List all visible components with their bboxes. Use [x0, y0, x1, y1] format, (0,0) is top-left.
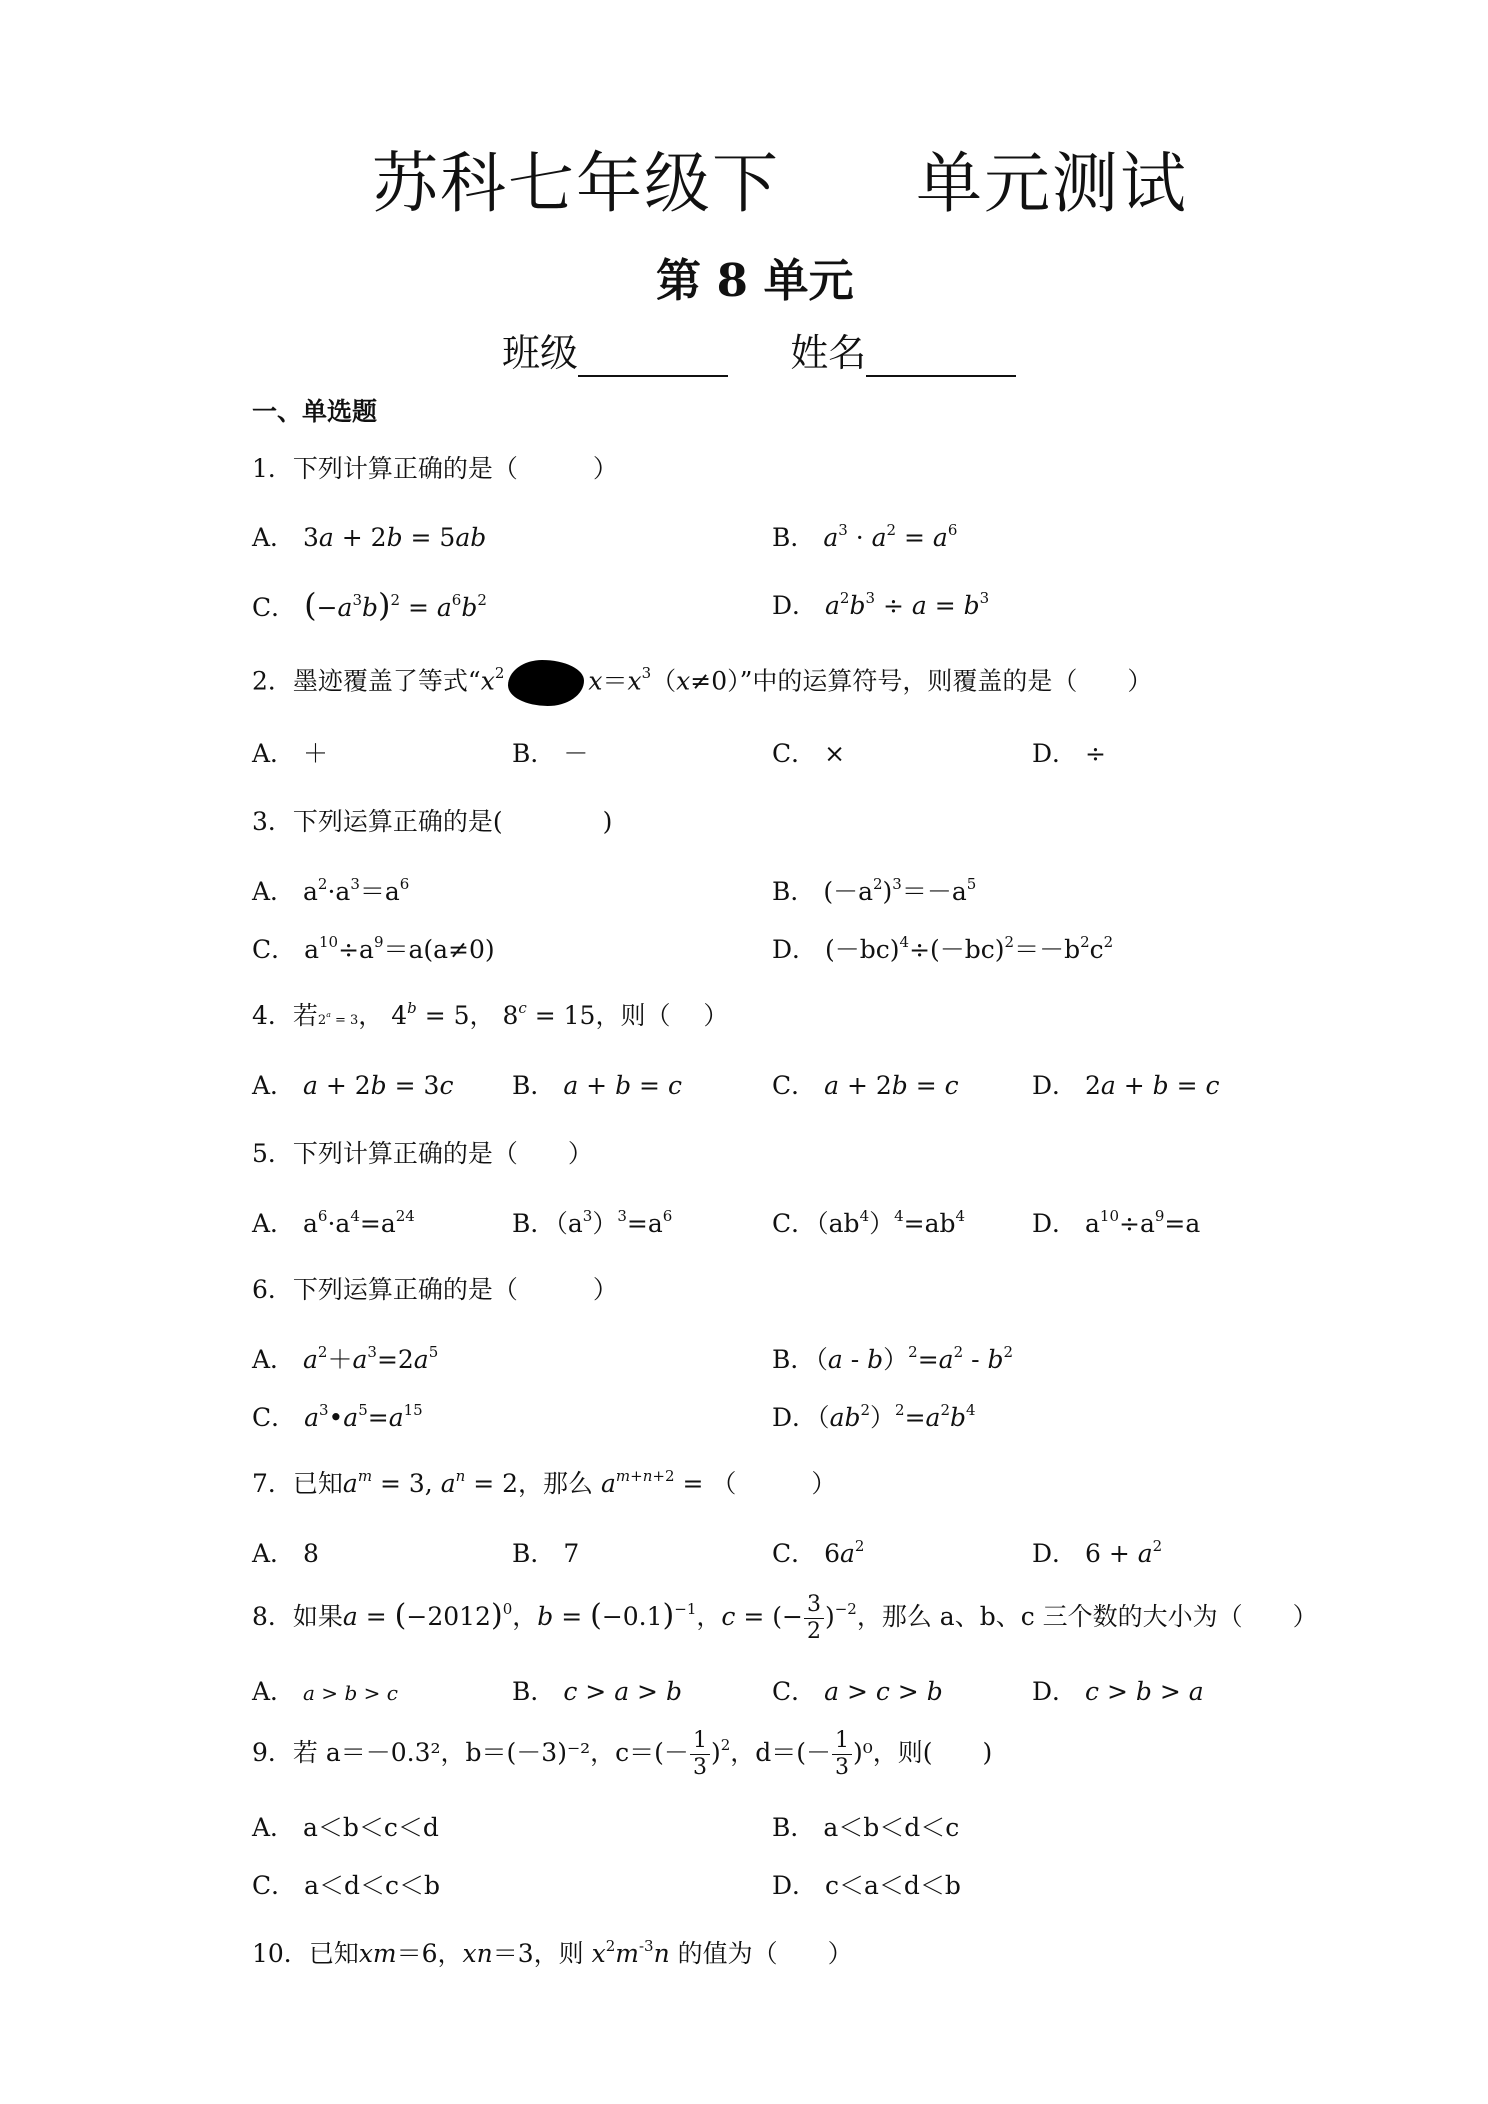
q1-option-b[interactable]: B． $a^3 \cdot a^2 = a^6$: [772, 520, 958, 552]
q3-option-a[interactable]: A． $a^2\cdot a^3=a^6$: [252, 874, 410, 906]
q8-option-b[interactable]: B． c > a > b: [512, 1677, 682, 1706]
option-label: D．: [1032, 1539, 1078, 1568]
q1-option-a[interactable]: A． 3a + 2b = 5ab: [252, 523, 487, 552]
option-label: D．: [772, 1403, 818, 1432]
option-label: D．: [772, 935, 818, 964]
q5-option-b[interactable]: B．$(a^3)^3=a^6$: [512, 1206, 673, 1238]
q-number: 6．: [252, 1275, 293, 1304]
question-1: [252, 449, 618, 485]
fraction-1-3: $\frac{1}{3}$: [832, 1730, 852, 1779]
q1-option-d[interactable]: D． $a^2b^3 \div a = b^3$: [772, 588, 990, 620]
option-label: B．: [772, 1345, 816, 1374]
q7-option-c[interactable]: C． $6a^2$: [772, 1536, 865, 1568]
option-value: a＜b＜c＜d: [303, 1813, 439, 1842]
option-label: C．: [772, 1071, 817, 1100]
question-2: 2．墨迹覆盖了等式“$x^2$ $x=x^3(x\ne 0)$”中的运算符号，则覆盖的是（ ）: [252, 660, 1152, 706]
name-blank[interactable]: [866, 339, 1016, 377]
option-label: B．: [772, 877, 816, 906]
q-text-pre: 已知: [308, 1939, 359, 1968]
q-text: 下列计算正确的是（ ）: [292, 1139, 593, 1168]
q6-option-c[interactable]: C． $a^3•a^5=a^{15}$: [252, 1400, 423, 1432]
option-label: A．: [252, 877, 296, 906]
option-label: A．: [252, 1677, 296, 1706]
option-label: C．: [252, 935, 297, 964]
q8-option-c[interactable]: C． a > c > b: [772, 1677, 943, 1706]
question-9: 9．若 a＝－0.3²，b＝(－3)⁻²，c＝(－ $\frac{1}{3}$ )$^2$，d＝(－ $\frac{1}{3}$ )⁰，则( ): [252, 1728, 993, 1780]
fraction-3-2: $\frac{3}{2}$: [804, 1594, 824, 1643]
q6-option-d[interactable]: D．$(ab^2)^2=a^2b^4$: [772, 1400, 976, 1432]
ink-blot: [508, 660, 584, 706]
option-label: D．: [1032, 1677, 1078, 1706]
q6-option-b[interactable]: B．$(a - b)^2=a^2 - b^2$: [772, 1342, 1014, 1374]
question-4: 4．若$2^a = 3$， $4^b = 5$， $8^c = 15$，则（ ）: [252, 998, 729, 1030]
option-value: ÷: [1085, 739, 1106, 768]
option-label: D．: [1032, 739, 1078, 768]
q-text-post: ，那么 a、b、c 三个数的大小为（ ）: [856, 1602, 1318, 1631]
q5-option-a[interactable]: A． $a^6\cdot a^4=a^{24}$: [252, 1206, 415, 1238]
class-name-line: [502, 322, 1016, 377]
q-text-pre: 已知: [292, 1469, 343, 1498]
q-number: 1．: [252, 454, 293, 483]
q-text-post: ，则（ ）: [595, 1001, 729, 1030]
option-label: D．: [772, 1871, 818, 1900]
fraction-1-3: $\frac{1}{3}$: [690, 1730, 710, 1779]
q3-option-d[interactable]: D． $(-bc)^4\div(-bc)^2=-b^2c^2$: [772, 932, 1114, 964]
q-text: 下列运算正确的是( ): [292, 807, 613, 836]
option-label: A．: [252, 1071, 296, 1100]
q-text-post: （ ）: [711, 1469, 837, 1498]
q-number: 3．: [252, 807, 293, 836]
option-value: a＜d＜c＜b: [304, 1871, 441, 1900]
q3-option-b[interactable]: B． $(-a^2)^3=-a^5$: [772, 874, 977, 906]
question-3: [252, 802, 612, 838]
option-label: C．: [252, 1871, 297, 1900]
q7-option-b[interactable]: [512, 1534, 579, 1570]
q-text-pre: 如果: [292, 1602, 343, 1631]
q2-option-c[interactable]: [772, 734, 845, 770]
q-text: 下列运算正确的是（ ）: [292, 1275, 618, 1304]
option-label: B．: [512, 739, 556, 768]
q4-option-d[interactable]: D． 2a + b = c: [1032, 1071, 1220, 1100]
option-label: C．: [772, 739, 817, 768]
q-number: 2．: [252, 666, 293, 696]
q7-option-d[interactable]: D． $6 + a^2$: [1032, 1536, 1163, 1568]
option-label: C．: [772, 1677, 817, 1706]
q3-option-c[interactable]: C． $a^{10}\div a^9=a(a\ne 0)$: [252, 932, 495, 964]
q-text-pre: 若 a＝－0.3²，b＝(－3)⁻²，c＝(－: [292, 1738, 689, 1767]
q4-option-a[interactable]: A． a + 2b = 3c: [252, 1071, 454, 1100]
question-7: 7．已知$a^m = 3$, $a^n = 2$，那么 $a^{m+n+2}$ = （ ）: [252, 1466, 837, 1498]
question-8: 8．如果$a = (-2012)^0$，$b = (-0.1)^{-1}$，c = (− $\frac{3}{2}$ )$^{-2}$，那么 a、b、c 三个数的大小为（ ）: [252, 1592, 1318, 1644]
option-label: C．: [252, 593, 297, 622]
class-label: 班级: [502, 331, 579, 375]
option-label: C．: [772, 1209, 817, 1238]
q-number: 8．: [252, 1602, 293, 1631]
q-number: 7．: [252, 1469, 293, 1498]
q9-option-a[interactable]: [252, 1808, 439, 1844]
option-label: A．: [252, 1209, 296, 1238]
option-label: C．: [772, 1539, 817, 1568]
option-label: D．: [1032, 1209, 1078, 1238]
option-label: B．: [512, 1539, 556, 1568]
option-value: a＜b＜d＜c: [823, 1813, 960, 1842]
q-number: 10．: [252, 1939, 309, 1968]
name-label: 姓名: [790, 331, 867, 375]
option-value: ＋: [303, 739, 329, 768]
option-label: B．: [772, 1813, 816, 1842]
option-label: B．: [772, 523, 816, 552]
option-label: A．: [252, 739, 296, 768]
option-label: D．: [1032, 1071, 1078, 1100]
q4-option-c[interactable]: C． a + 2b = c: [772, 1071, 959, 1100]
unit-subtitle: 第 8 单元: [656, 254, 854, 307]
option-value: 8: [303, 1539, 319, 1568]
question-10: 10．已知xm＝6，xn＝3，则 $x^2m^{-3}n$ 的值为（ ）: [252, 1936, 853, 1968]
option-value: 7: [563, 1539, 580, 1568]
q1-option-c[interactable]: C． $(-a^3b)^2 = a^6b^2$: [252, 586, 487, 624]
section-heading: 一、单选题: [252, 397, 378, 426]
class-blank[interactable]: [578, 339, 728, 377]
q-text-pre: 墨迹覆盖了等式“: [292, 666, 481, 696]
option-label: A．: [252, 1539, 296, 1568]
q-text-post: )⁰，则( ): [853, 1738, 993, 1767]
option-value: ×: [824, 739, 846, 768]
q9-option-c[interactable]: [252, 1866, 440, 1902]
option-label: B．: [512, 1677, 556, 1706]
q8-option-d[interactable]: D． c > b > a: [1032, 1677, 1204, 1706]
option-value: －: [563, 739, 589, 768]
q5-option-c[interactable]: C．$(ab^4)^4=ab^4$: [772, 1206, 966, 1238]
q5-option-d[interactable]: D． $a^{10}\div a^9=a$: [1032, 1206, 1201, 1238]
q-text-mid: ”中的运算符号，则覆盖的是（ ）: [739, 666, 1153, 696]
q-number: 4．: [252, 1001, 293, 1030]
question-5: [252, 1134, 593, 1170]
q9-option-b[interactable]: [772, 1808, 959, 1844]
q2-option-b[interactable]: [512, 734, 588, 770]
q-text-pre: 若: [292, 1001, 318, 1030]
option-label: A．: [252, 523, 296, 552]
option-label: B．: [512, 1071, 556, 1100]
option-label: B．: [512, 1209, 556, 1238]
q9-option-d[interactable]: [772, 1866, 961, 1902]
option-label: D．: [772, 591, 818, 620]
option-label: A．: [252, 1345, 296, 1374]
q7-option-a[interactable]: [252, 1534, 319, 1570]
q2-option-a[interactable]: [252, 734, 328, 770]
q-number: 9．: [252, 1738, 293, 1767]
question-6: [252, 1270, 618, 1306]
q4-option-b[interactable]: B． a + b = c: [512, 1071, 682, 1100]
option-value: c＜a＜d＜b: [825, 1871, 961, 1900]
q-text: 下列计算正确的是（ ）: [292, 454, 618, 483]
option-label: A．: [252, 1813, 296, 1842]
option-label: C．: [252, 1403, 297, 1432]
q-text-post: 的值为（ ）: [677, 1939, 853, 1968]
q-number: 5．: [252, 1139, 293, 1168]
q2-option-d[interactable]: [1032, 734, 1106, 770]
q6-option-a[interactable]: A． $a^2+a^3=2a^5$: [252, 1342, 439, 1374]
page-title: 苏科七年级下 单元测试: [372, 145, 1188, 222]
q8-option-a[interactable]: A． a > b > c: [252, 1677, 398, 1706]
